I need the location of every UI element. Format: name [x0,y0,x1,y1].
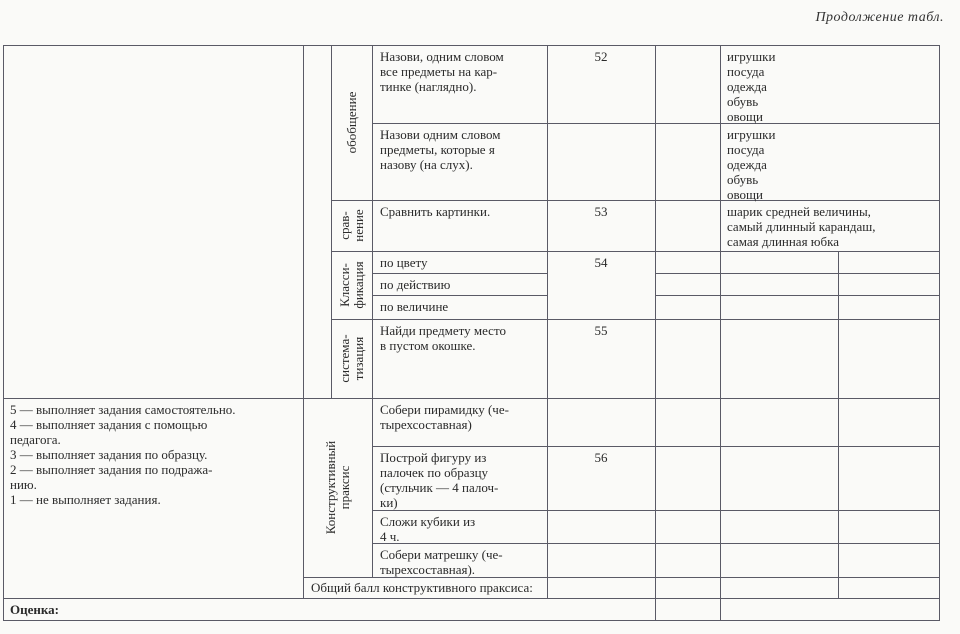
task-by-color: по цвету [380,255,428,270]
answer-name-visual: игрушки посуда одежда обувь овощи [727,49,776,124]
grid-line [838,251,839,598]
grid-line [372,295,547,296]
section-label-systematization: системa- тизация [337,334,366,383]
grid-line [372,123,940,124]
section-label-constructive-praxis: Конструктивный праксис [323,440,352,535]
grid-line [3,598,940,599]
grid-line [303,45,304,598]
task-number-52: 52 [594,49,608,64]
table-border-bottom [3,620,940,621]
task-find-place: Найди предмету место в пустом окошке. [380,323,506,353]
grid-line [372,510,940,511]
task-matryoshka: Собери матрешку (че- тырехсоставная). [380,547,503,577]
grid-line [331,200,940,201]
task-pyramid: Собери пирамидку (че- тырехсоставная) [380,402,509,432]
task-number-55: 55 [594,323,608,338]
table-border-top [3,45,940,46]
grid-line [655,295,940,296]
section-label-classification: Класси- фикация [337,261,366,309]
grid-line [720,45,721,620]
task-cubes: Сложи кубики из 4 ч. [380,514,476,544]
task-compare: Сравнить картинки. [380,204,491,219]
table-continuation-caption: Продолжение табл. [815,10,944,25]
grid-line [372,45,373,577]
grid-line [3,398,940,399]
grid-line [303,577,940,578]
task-number-54: 54 [594,255,608,270]
task-number-56: 56 [594,450,608,465]
grid-line [372,446,940,447]
task-name-hearing: Назови одним словом предметы, которые я назову (на слух). [380,127,501,172]
task-figure: Построй фигуру из палочек по образцу (стульчик — 4 палоч- ки) [380,450,499,510]
grid-line [655,273,940,274]
grade-label: Оценка: [10,602,59,617]
task-by-size: по величине [380,299,449,314]
table-border-left [3,45,4,620]
grid-line [372,273,547,274]
grid-line [331,319,940,320]
grading-scale: 5 — выполняет задания самостоятельно. 4 — выполняет задания с помощью педагога. 3 — выполняет задания по образцу. 2 — выполняет задания по подража- нию. 1 — не выполняет задания. [10,402,236,507]
grid-line [331,45,332,398]
task-number-53: 53 [594,204,608,219]
table-border-right [939,45,940,620]
total-score-label: Общий балл конструктивного праксиса: [311,580,533,595]
section-label-generalization: обобщение [344,91,359,154]
answer-name-hearing: игрушки посуда одежда обувь овощи [727,127,776,202]
task-by-action: по действию [380,277,451,292]
section-label-comparison: срав- нение [337,209,366,242]
grid-line [331,251,940,252]
task-name-visual: Назови, одним словом все предметы на кар- тинке (наглядно). [380,49,504,94]
answer-compare: шарик средней величины, самый длинный карандаш, самая длинная юбка [727,204,876,249]
grid-line [547,45,548,598]
